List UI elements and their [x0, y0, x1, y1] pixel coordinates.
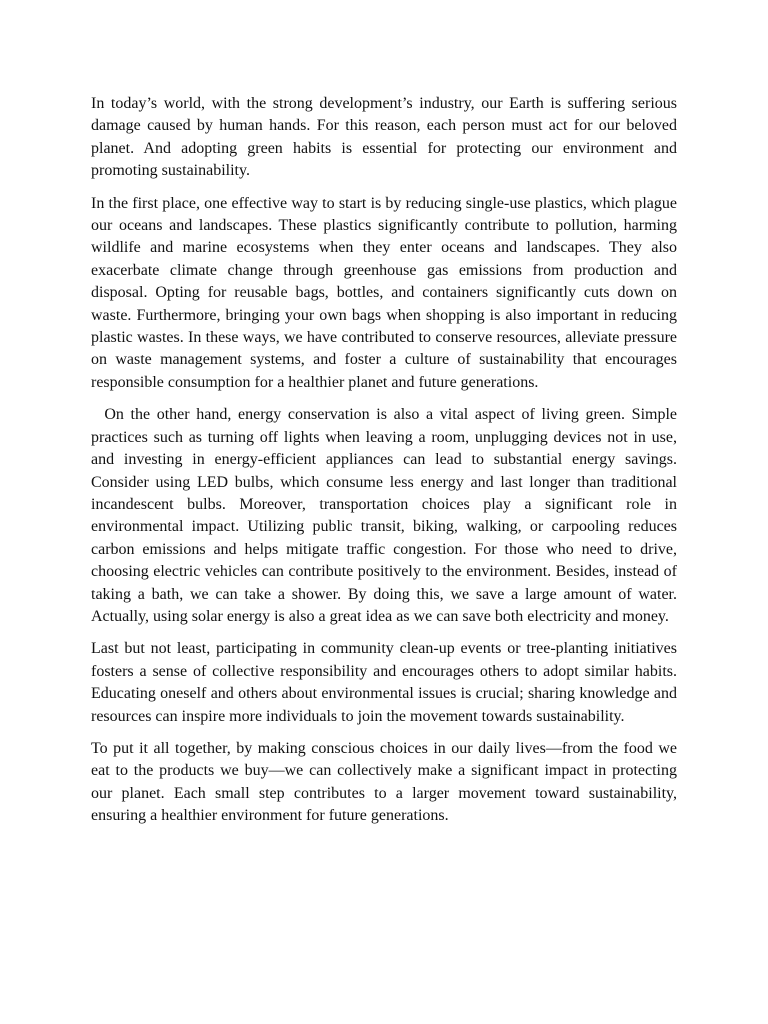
- paragraph-community: Last but not least, participating in community clean-up events or tree-planting initiatives fosters a sense of collective responsibility and encourages others to adopt similar habits. Educating oneself and others about environmental issues is crucial; sharing knowledge and resources can inspire more individuals to join the movement towards sustainability.: [91, 640, 681, 725]
- paragraph-energy: On the other hand, energy conservation is also a vital aspect of living green. Simple practices such as turning off lights when leaving a room, unplugging devices not in use, and investing in energy-efficient appliances can lead to substantial energy savings. Consider using LED bulbs, which consume less energy and last longer than traditional incandescent bulbs. Moreover, transportation choices play a significant role in environmental impact. Utilizing public transit, biking, walking, or carpooling reduces carbon emissions and helps mitigate traffic congestion. For those who need to drive, choosing electric vehicles can contribute positively to the environment. Besides, instead of taking a bath, we can take a shower. By doing this, we save a large amount of water. Actually, using solar energy is also a great idea as we can save both electricity and money.: [91, 406, 682, 625]
- paragraph-conclusion: To put it all together, by making conscious choices in our daily lives—from the food we eat to the products we buy—we can collectively make a significant impact in protecting our planet. Each small step contributes to a larger movement toward sustainability, ensuring a healthier environment for future generations.: [91, 739, 681, 825]
- document-body: [91, 93, 682, 838]
- paragraph-plastics: In the first place, one effective way to start is by reducing single-use plastics, which plague our oceans and landscapes. These plastics significantly contribute to pollution, harming wildlife and marine ecosystems when they enter oceans and landscapes. They also exacerbate climate change through greenhouse gas emissions from production and disposal. Opting for reusable bags, bottles, and containers significantly cuts down on waste. Furthermore, bringing your own bags when shopping is also important in reducing plastic wastes. In these ways, we have contributed to conserve resources, alleviate pressure on waste management systems, and foster a culture of sustainability that encourages responsible consumption for a healthier planet and future generations.: [91, 194, 681, 391]
- paragraph-intro: In today’s world, with the strong development’s industry, our Earth is suffering serious damage caused by human hands. For this reason, each person must act for our beloved planet. And adopting green habits is essential for protecting our environment and promoting sustainability.: [91, 95, 681, 180]
